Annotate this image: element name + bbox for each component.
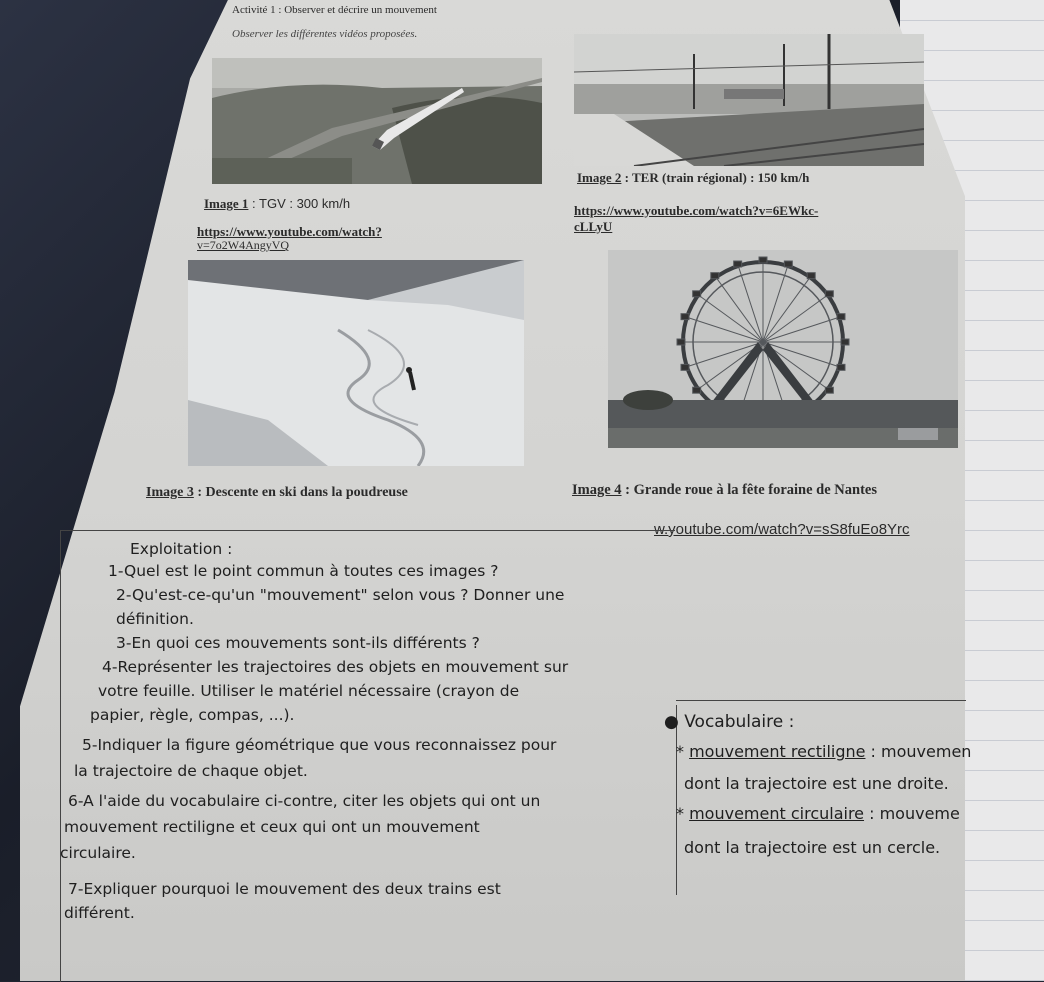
activity-title: Activité 1 : Observer et décrire un mouvement [232,4,437,16]
vocab-def-1: * mouvement rectiligne : mouvemen [676,742,972,761]
vocab-def-2-a: : mouveme [864,804,960,823]
wheel-gondola [837,314,845,320]
caption-image-4 [572,482,877,499]
question-line: 2-Qu'est-ce-qu'un "mouvement" selon vous ? Donner une [116,586,565,604]
question-line: papier, règle, compas, ...). [90,706,295,724]
wheel-gondola [784,261,792,267]
wheel-gondola [711,273,719,279]
vocab-def-1-b: dont la trajectoire est une droite. [684,774,949,793]
photo-ter [574,34,924,166]
vocab-heading: ● Vocabulaire : [664,712,795,732]
ruled-line [900,20,1044,21]
wheel-gondola [693,291,701,297]
wheel-gondola [693,387,701,393]
wheel-gondola [759,257,767,263]
question-line: circulaire. [60,844,136,862]
caption-image-3-text: : Descente en ski dans la poudreuse [193,485,408,500]
caption-image-2-label: Image 2 [577,170,622,185]
link-image-1-line2[interactable]: v=7o2W4AngyVQ [197,238,290,252]
question-line: 3-En quoi ces mouvements sont-ils différents ? [116,634,480,652]
wheel-gondola [837,364,845,370]
caption-image-3-label: Image 3 [146,485,194,500]
wheel-gondola [841,339,849,345]
question-line: définition. [116,610,194,628]
caption-image-4-text: : Grande roue à la fête foraine de Nantes [621,482,877,498]
photo-tgv [212,58,542,184]
question-line: 4-Représenter les trajectoires des objets en mouvement sur [102,658,569,676]
vocab-def-2-b: dont la trajectoire est un cercle. [684,838,941,857]
caption-image-3 [146,485,408,501]
question-line: différent. [64,904,135,922]
caption-image-1-text: : TGV : 300 km/h [248,196,351,211]
caption-image-1 [204,196,350,212]
link-image-4[interactable]: w.youtube.com/watch?v=sS8fuEo8Yrc [654,521,910,538]
wheel-gondola [825,291,833,297]
wheel-gondola [681,364,689,370]
vocab-divider [676,700,966,701]
exploitation-heading: Exploitation : [130,540,233,558]
vocab-term-rectiligne: mouvement rectiligne [689,742,866,761]
caption-image-2-text: : TER (train régional) : 150 km/h [621,170,810,185]
vocab-def-1-a: : mouvemen [865,742,972,761]
vocab-heading-text: Vocabulaire : [684,712,795,732]
activity-intro: Observer les différentes vidéos proposées. [232,28,418,40]
caption-image-4-label: Image 4 [572,482,622,498]
link-image-2-line1[interactable]: https://www.youtube.com/watch?v=6EWkc- [574,203,819,218]
caption-image-2 [577,170,809,186]
question-line: la trajectoire de chaque objet. [74,762,308,780]
wheel-gondola [807,273,815,279]
vocab-border [676,705,677,895]
link-image-1-line1[interactable]: https://www.youtube.com/watch? [197,224,382,239]
caption-image-1-label: Image 1 [204,196,249,211]
vocab-def-2: * mouvement circulaire : mouveme [676,804,960,823]
question-line: 1-Quel est le point commun à toutes ces images ? [108,562,499,580]
wheel-gondola [734,261,742,267]
wheel-gondola [677,339,685,345]
wheel-gondola [825,387,833,393]
photo-ferris-wheel [608,250,958,448]
question-line: 7-Expliquer pourquoi le mouvement des deux trains est [68,880,501,898]
question-line: 5-Indiquer la figure géométrique que vous reconnaissez pour [82,736,557,754]
vocab-term-circulaire: mouvement circulaire [689,804,865,823]
question-line: mouvement rectiligne et ceux qui ont un mouvement [64,818,480,836]
link-image-2-line2[interactable]: cLLyU [574,219,613,234]
photo-ski [188,260,524,466]
question-line: votre feuille. Utiliser le matériel nécessaire (crayon de [98,682,520,700]
wheel-gondola [681,314,689,320]
question-line: 6-A l'aide du vocabulaire ci-contre, citer les objets qui ont un [68,792,541,810]
